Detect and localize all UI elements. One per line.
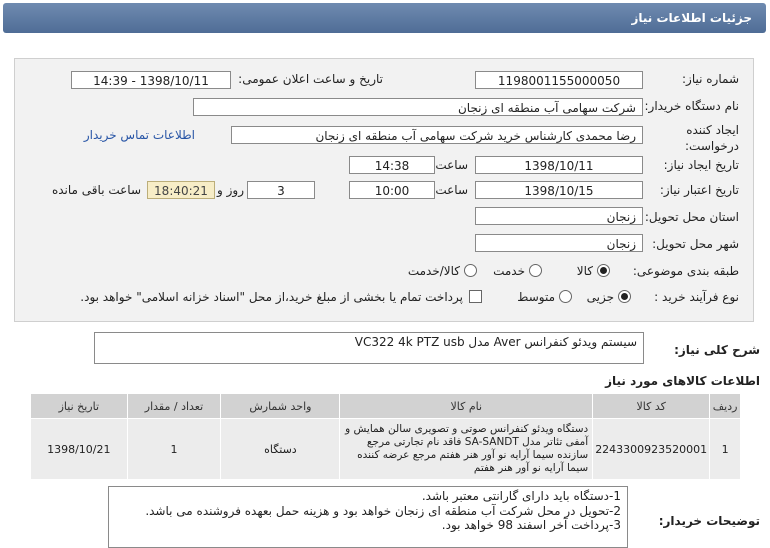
items-table-header — [31, 394, 741, 419]
province-field: زنجان — [475, 207, 643, 225]
city-label: شهر محل تحویل: — [652, 237, 739, 251]
category-option-goods-service: کالا/خدمت — [407, 264, 460, 278]
cell-date: 1398/10/21 — [31, 419, 128, 480]
created-time-field: 14:38 — [349, 156, 435, 174]
created-time-label: ساعت — [435, 158, 468, 172]
creator-field: رضا محمدی کارشناس خرید شرکت سهامی آب منطقه ای زنجان — [231, 126, 643, 144]
remaining-label: ساعت باقی مانده — [51, 183, 141, 197]
col-header-code: کد کالا — [593, 394, 710, 419]
announce-datetime-field: 1398/10/11 - 14:39 — [71, 71, 231, 89]
cell-code: 2243300923520001 — [593, 419, 710, 480]
process-radio-minor[interactable] — [618, 290, 631, 303]
remaining-days-field: 3 — [247, 181, 315, 199]
category-label: طبقه بندی موضوعی: — [632, 264, 739, 278]
validity-time-field: 10:00 — [349, 181, 435, 199]
description-label: شرح کلی نیاز: — [674, 343, 760, 357]
buyer-note-line: 1-دستگاه باید دارای گارانتی معتبر باشد. — [421, 489, 621, 503]
category-radio-service[interactable] — [529, 264, 542, 277]
validity-date-label: تاریخ اعتبار نیاز: — [659, 183, 739, 197]
city-field: زنجان — [475, 234, 643, 252]
buyer-note-line: 2-تحویل در محل شرکت آب منطقه ای زنجان خواهد بود و هزینه حمل بعهده فروشنده می باشد. — [145, 503, 621, 518]
days-label: روز و — [217, 183, 244, 197]
cell-row: 1 — [710, 419, 741, 480]
items-section-title: اطلاعات کالاهای مورد نیاز — [605, 374, 760, 388]
process-option-medium: متوسط — [517, 290, 555, 304]
category-radio-goods-service[interactable] — [464, 264, 477, 277]
created-date-field: 1398/10/11 — [475, 156, 643, 174]
created-date-label: تاریخ ایجاد نیاز: — [663, 158, 739, 172]
buyer-note-line: 3-پرداخت آخر اسفند 98 خواهد بود. — [441, 518, 621, 532]
category-option-goods: کالا — [576, 264, 593, 278]
validity-date-field: 1398/10/15 — [475, 181, 643, 199]
need-details-panel — [14, 58, 754, 322]
process-radio-medium[interactable] — [559, 290, 572, 303]
creator-label: ایجاد کننده درخواست: — [685, 123, 739, 153]
buyer-notes-box — [108, 486, 628, 548]
col-header-row: ردیف — [710, 394, 741, 419]
buyer-notes-label: توضیحات خریدار: — [658, 514, 760, 528]
process-option-minor: جزیی — [586, 290, 614, 304]
buyer-field: شرکت سهامی آب منطقه ای زنجان — [193, 98, 643, 116]
need-number-field: 1198001155000050 — [475, 71, 643, 89]
table-row — [31, 419, 741, 480]
col-header-unit: واحد شمارش — [221, 394, 340, 419]
cell-unit: دستگاه — [221, 419, 340, 480]
need-number-label: شماره نیاز: — [682, 72, 739, 86]
cell-name: دستگاه ویدئو کنفرانس صوتی و تصویری سالن همایش و آمفی تئاتر مدل SA-SANDT فاقد نام تجارتی مرجع سازنده سیما آرایه نو آور هنر هفتم مرجع عرضه کننده سیما آرایه نو آور هنر هفتم — [340, 419, 593, 480]
announce-datetime-label: تاریخ و ساعت اعلان عمومی: — [238, 72, 383, 86]
treasury-payment-checkbox[interactable] — [469, 290, 482, 303]
remaining-time-field: 18:40:21 — [147, 181, 215, 199]
description-field: سیستم ویدئو کنفرانس Aver مدل VC322 4k PTZ usb — [94, 332, 644, 364]
buyer-contact-link[interactable]: اطلاعات تماس خریدار — [83, 128, 195, 142]
page-header — [3, 3, 766, 33]
buyer-label: نام دستگاه خریدار: — [644, 99, 739, 113]
category-option-service: خدمت — [493, 264, 525, 278]
process-label: نوع فرآیند خرید : — [654, 290, 739, 304]
items-table — [30, 393, 741, 480]
province-label: استان محل تحویل: — [644, 210, 739, 224]
col-header-name: نام کالا — [340, 394, 593, 419]
cell-qty: 1 — [127, 419, 221, 480]
treasury-payment-note: پرداخت تمام یا بخشی از مبلغ خرید،از محل "اسناد خزانه اسلامی" خواهد بود. — [80, 290, 463, 304]
category-radio-goods[interactable] — [597, 264, 610, 277]
validity-time-label: ساعت — [435, 183, 468, 197]
col-header-qty: تعداد / مقدار — [127, 394, 221, 419]
page-title: جزئیات اطلاعات نیاز — [631, 11, 752, 25]
col-header-date: تاریخ نیاز — [31, 394, 128, 419]
